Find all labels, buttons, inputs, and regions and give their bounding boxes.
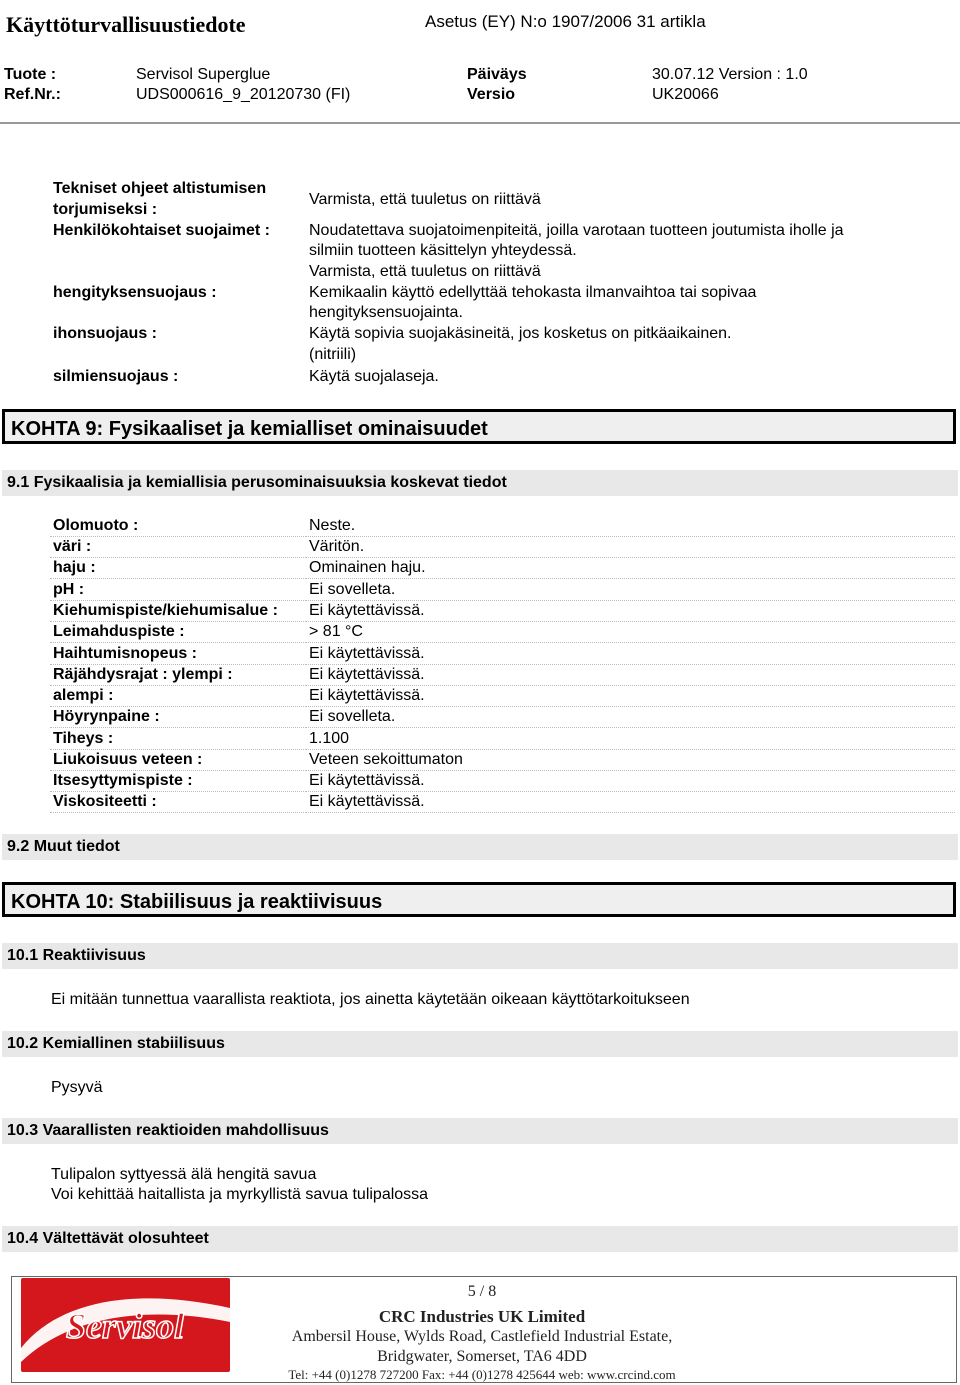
respiratory-value-2: hengityksensuojainta. — [309, 304, 463, 321]
property-value: Veteen sekoittumaton — [305, 751, 955, 771]
tech-label-line1: Tekniset ohjeet altistumisen — [53, 180, 267, 197]
property-label: Tiheys : — [50, 730, 306, 750]
property-label: alempi : — [50, 687, 306, 707]
property-value: Ei sovelleta. — [305, 581, 955, 601]
property-label: Haihtumisnopeus : — [50, 645, 306, 665]
property-label: Höyrynpaine : — [50, 708, 306, 728]
page-footer — [11, 1276, 957, 1383]
property-label: Viskositeetti : — [50, 793, 306, 813]
stability-text: Pysyvä — [51, 1079, 103, 1096]
regulation-reference: Asetus (EY) N:o 1907/2006 31 artikla — [425, 12, 706, 31]
version-value: UK20066 — [652, 86, 719, 103]
logo-wordmark: Servisol — [65, 1306, 185, 1346]
section-10-4-subheading: 10.4 Vältettävät olosuhteet — [2, 1226, 958, 1252]
property-value: Ei käytettävissä. — [305, 645, 955, 665]
company-contact: Tel: +44 (0)1278 727200 Fax: +44 (0)1278 425644 web: www.crcind.com — [288, 1367, 676, 1382]
section-9-1-subheading: 9.1 Fysikaalisia ja kemiallisia perusominaisuuksia koskevat tiedot — [2, 470, 958, 496]
property-label: Olomuoto : — [50, 517, 306, 537]
skin-label: ihonsuojaus : — [53, 325, 157, 342]
property-value: > 81 °C — [305, 623, 955, 643]
company-address-1: Ambersil House, Wylds Road, Castlefield Industrial Estate, — [291, 1328, 673, 1345]
ref-value: UDS000616_9_20120730 (FI) — [136, 86, 351, 103]
property-label: Liukoisuus veteen : — [50, 751, 306, 771]
property-value: Neste. — [305, 517, 955, 537]
property-label: Räjähdysrajat : ylempi : — [50, 666, 306, 686]
property-value: Ei sovelleta. — [305, 708, 955, 728]
respiratory-label: hengityksensuojaus : — [53, 284, 217, 301]
reactivity-text: Ei mitään tunnettua vaarallista reaktiota, jos ainetta käytetään oikeaan käyttötarkoitukseen — [51, 991, 690, 1008]
company-address-2: Bridgwater, Somerset, TA6 4DD — [377, 1348, 587, 1365]
hazardous-reactions-text-1: Tulipalon syttyessä älä hengitä savua — [51, 1166, 317, 1183]
section-9-2-subheading: 9.2 Muut tiedot — [2, 834, 958, 860]
property-value: Väritön. — [305, 538, 955, 558]
property-value: Ei käytettävissä. — [305, 772, 955, 792]
date-value: 30.07.12 Version : 1.0 — [652, 66, 808, 83]
servisol-logo — [21, 1278, 230, 1372]
tech-label-line2: torjumiseksi : — [53, 201, 158, 218]
document-title: Käyttöturvallisuustiedote — [6, 12, 246, 37]
property-label: pH : — [50, 581, 306, 601]
personal-protection-value-2: silmiin tuotteen käsittelyn yhteydessä. — [309, 242, 577, 259]
page-number: 5 / 8 — [467, 1283, 497, 1300]
section-10-2-subheading: 10.2 Kemiallinen stabiilisuus — [2, 1031, 958, 1057]
section-10-3-subheading: 10.3 Vaarallisten reaktioiden mahdollisuus — [2, 1118, 958, 1144]
skin-value-2: (nitriili) — [309, 346, 357, 363]
product-label: Tuote : — [4, 66, 57, 83]
property-label: Itsesyttymispiste : — [50, 772, 306, 792]
date-label: Päiväys — [467, 66, 527, 83]
personal-protection-label: Henkilökohtaiset suojaimet : — [53, 222, 270, 239]
personal-protection-value-3: Varmista, että tuuletus on riittävä — [309, 263, 541, 280]
section-10-1-subheading: 10.1 Reaktiivisuus — [2, 943, 958, 969]
version-label: Versio — [467, 86, 516, 103]
eye-label: silmiensuojaus : — [53, 368, 179, 385]
property-value: Ei käytettävissä. — [305, 793, 955, 813]
skin-value-1: Käytä sopivia suojakäsineitä, jos kosketus on pitkäaikainen. — [309, 325, 732, 342]
property-value: Ominainen haju. — [305, 559, 955, 579]
personal-protection-value-1: Noudatettava suojatoimenpiteitä, joilla varotaan tuotteen joutumista iholle ja — [309, 222, 844, 239]
company-name: CRC Industries UK Limited — [378, 1307, 586, 1326]
eye-value: Käytä suojalaseja. — [309, 368, 439, 385]
section-10-heading: KOHTA 10: Stabiilisuus ja reaktiivisuus — [2, 882, 956, 917]
header-divider — [0, 122, 960, 124]
product-value: Servisol Superglue — [136, 66, 271, 83]
section-9-heading: KOHTA 9: Fysikaaliset ja kemialliset ominaisuudet — [2, 409, 956, 444]
property-value: 1.100 — [305, 730, 955, 750]
property-label: väri : — [50, 538, 306, 558]
tech-value: Varmista, että tuuletus on riittävä — [309, 191, 541, 208]
property-value: Ei käytettävissä. — [305, 602, 955, 622]
property-value: Ei käytettävissä. — [305, 687, 955, 707]
property-label: Kiehumispiste/kiehumisalue : — [50, 602, 306, 622]
ref-label: Ref.Nr.: — [4, 86, 61, 103]
hazardous-reactions-text-2: Voi kehittää haitallista ja myrkyllistä savua tulipalossa — [51, 1186, 429, 1203]
property-label: Leimahduspiste : — [50, 623, 306, 643]
property-label: haju : — [50, 559, 306, 579]
logo-swoosh-icon — [21, 1278, 230, 1372]
respiratory-value-1: Kemikaalin käyttö edellyttää tehokasta ilmanvaihtoa tai sopivaa — [309, 284, 757, 301]
property-value: Ei käytettävissä. — [305, 666, 955, 686]
